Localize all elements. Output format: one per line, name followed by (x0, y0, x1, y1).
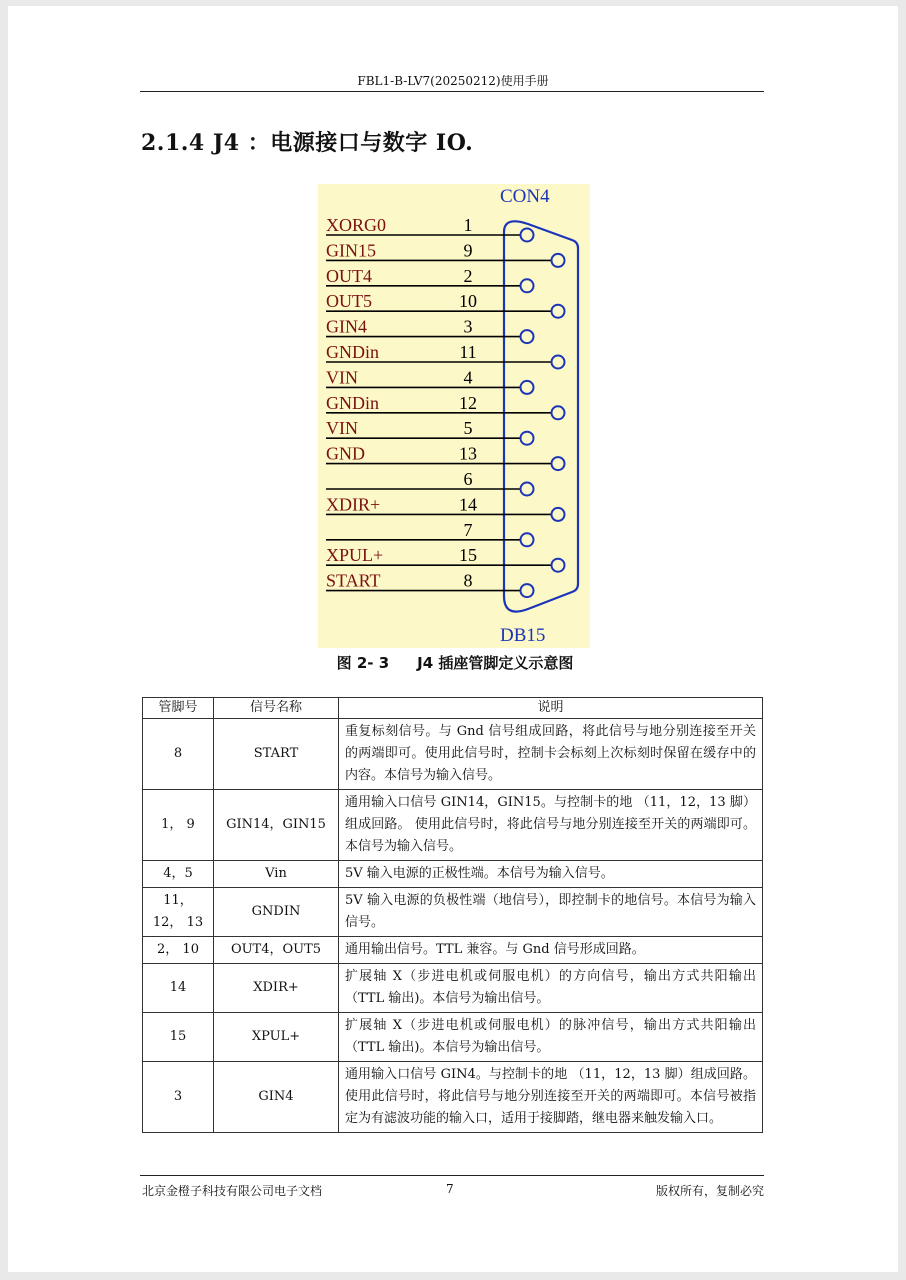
pin-signal-label: START (326, 570, 381, 591)
pin-number-label: 12 (459, 392, 477, 413)
header-description: 说明 (339, 698, 763, 719)
table-row (143, 861, 763, 888)
footer-company: 北京金橙子科技有限公司电子文档 (142, 1184, 323, 1198)
pin-signal-label: XDIR+ (326, 494, 381, 515)
pin-number-label: 3 (463, 316, 473, 337)
footer-page-number: 7 (446, 1182, 454, 1196)
description-cell: 重复标刻信号。与 Gnd 信号组成回路，将此信号与地分别连接至开关的两端即可。使用此信号时，控制卡会标刻上次标刻时保留在缓存中的内容。本信号为输入信号。 (339, 719, 763, 790)
description-cell: 通用输入口信号 GIN4。与控制卡的地 （11，12，13 脚）组成回路。 使用此信号时，将此信号与地分别连接至开关的两端即可。本信号被指定为有滤波功能的输入口，适用于接脚踏，继电器来触发输入口。 (339, 1062, 763, 1133)
connector-name: CON4 (500, 186, 550, 207)
header-pin: 管脚号 (143, 698, 214, 719)
pin-cell: 8 (143, 719, 214, 790)
pin-signal-label: XORG0 (326, 215, 387, 235)
description-cell: 5V 输入电源的负极性端（地信号），即控制卡的地信号。本信号为输入信号。 (339, 888, 763, 937)
pin-number-label: 11 (459, 342, 477, 362)
header-divider (140, 91, 764, 92)
section-title: 2.1.4 J4 ：电源接口与数字 IO. (141, 130, 474, 156)
table-row (143, 937, 763, 964)
description-cell: 通用输出信号。TTL 兼容。与 Gnd 信号形成回路。 (339, 937, 763, 964)
pin-number-label: 7 (463, 519, 473, 540)
pin-signal-label: OUT5 (326, 291, 372, 312)
footer-rights: 版权所有，复制必究 (655, 1184, 764, 1198)
pin-definition-table (142, 697, 763, 1133)
pin-signal-label: GNDin (326, 342, 379, 362)
table-header-row (143, 698, 763, 719)
pin-number-label: 9 (463, 240, 473, 261)
pin-signal-label: GIN4 (326, 316, 367, 337)
pin-cell: 14 (143, 964, 214, 1013)
pin-signal-label: OUT4 (326, 265, 372, 286)
pin-signal-label: GNDin (326, 392, 379, 413)
table-row (143, 1062, 763, 1133)
table-row (143, 1013, 763, 1062)
description-cell: 扩展轴 X（步进电机或伺服电机）的脉冲信号，输出方式共阳输出（TTL 输出)。本信号为输出信号。 (339, 1013, 763, 1062)
pin-cell: 1， 9 (143, 790, 214, 861)
connector-diagram (318, 184, 590, 648)
signal-cell: XPUL+ (214, 1013, 339, 1062)
footer-divider (140, 1175, 764, 1176)
pin-signal-label: VIN (326, 367, 358, 388)
pin-number-label: 10 (459, 291, 477, 312)
connector-type: DB15 (500, 625, 546, 646)
pin-number-label: 8 (463, 570, 473, 591)
pin-cell: 11， 12， 13 (143, 888, 214, 937)
header-signal: 信号名称 (214, 698, 339, 719)
pin-number-label: 5 (463, 418, 473, 439)
pin-number-label: 14 (459, 494, 477, 515)
description-cell: 通用输入口信号 GIN14，GIN15。与控制卡的地 （11，12，13 脚）组成回路。 使用此信号时，将此信号与地分别连接至开关的两端即可。本信号为输入信号。 (339, 790, 763, 861)
description-cell: 5V 输入电源的正极性端。本信号为输入信号。 (339, 861, 763, 888)
signal-cell: START (214, 719, 339, 790)
description-cell: 扩展轴 X（步进电机或伺服电机）的方向信号，输出方式共阳输出（TTL 输出)。本信号为输出信号。 (339, 964, 763, 1013)
db15-pinout-svg (318, 184, 590, 648)
pin-number-label: 6 (463, 469, 473, 489)
pin-number-label: 15 (459, 545, 477, 566)
pin-number-label: 2 (463, 265, 473, 286)
pin-cell: 3 (143, 1062, 214, 1133)
figure-label: 图 2- 3 (336, 654, 390, 672)
table-row (143, 790, 763, 861)
page-header: FBL1-B-LV7(20250212)使用手册 (357, 74, 549, 88)
pin-number-label: 1 (463, 215, 473, 235)
pin-cell: 15 (143, 1013, 214, 1062)
pin-number-label: 4 (463, 367, 473, 388)
pin-number-label: 13 (459, 443, 477, 464)
table-row (143, 719, 763, 790)
pin-signal-label: XPUL+ (326, 545, 384, 566)
signal-cell: GIN4 (214, 1062, 339, 1133)
signal-cell: XDIR+ (214, 964, 339, 1013)
page-footer (142, 1182, 764, 1198)
pin-signal-label: VIN (326, 418, 358, 439)
table-row (143, 888, 763, 937)
pin-cell: 2， 10 (143, 937, 214, 964)
signal-cell: OUT4，OUT5 (214, 937, 339, 964)
signal-cell: GIN14，GIN15 (214, 790, 339, 861)
table-row (143, 964, 763, 1013)
pin-cell: 4，5 (143, 861, 214, 888)
signal-cell: Vin (214, 861, 339, 888)
signal-cell: GNDIN (214, 888, 339, 937)
figure-caption (300, 652, 610, 673)
pin-signal-label: GIN15 (326, 240, 376, 261)
figure-caption-text: J4 插座管脚定义示意图 (417, 654, 574, 672)
pin-signal-label: GND (326, 443, 365, 464)
